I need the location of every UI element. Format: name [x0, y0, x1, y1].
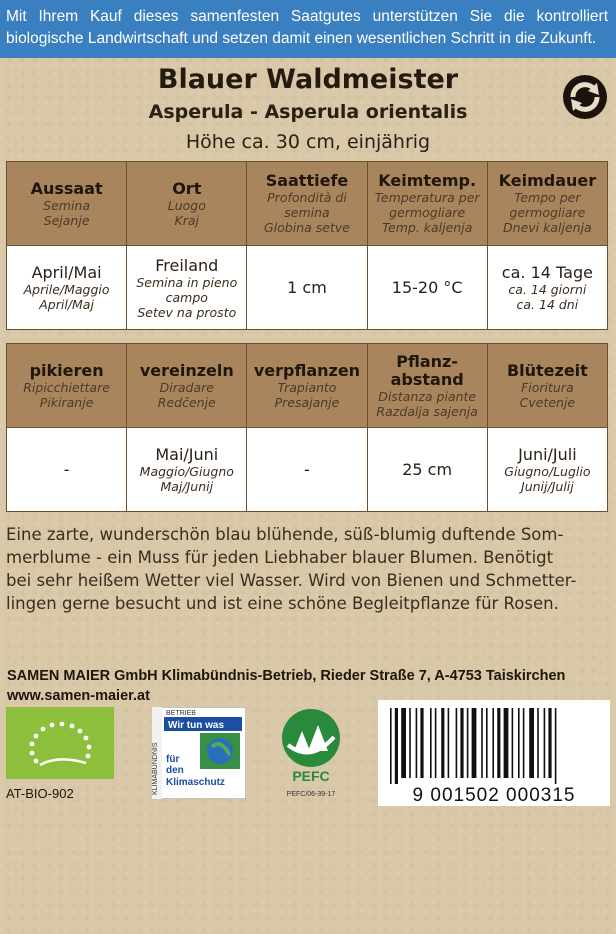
- barcode-bar: [420, 708, 423, 778]
- barcode-bar: [497, 708, 500, 778]
- green-dot-recycle-icon: [561, 73, 609, 121]
- barcode-bar: [409, 708, 411, 778]
- eu-organic-code: AT-BIO-902: [6, 786, 74, 801]
- barcode-bar: [456, 708, 458, 778]
- barcode-digits: 9 001502 000315: [412, 785, 576, 806]
- pefc-logo-icon: [278, 707, 344, 799]
- barcode-bar: [504, 708, 509, 778]
- description-line: lingen gerne besucht und ist eine schöne Begleitpflanze für Rosen.: [6, 594, 559, 613]
- table-row: [7, 246, 608, 330]
- cell-verpflanzen: -: [247, 428, 367, 512]
- table-header-row: [7, 162, 608, 246]
- cell-aussaat: April/Mai Aprile/Maggio April/Maj: [7, 246, 127, 330]
- barcode-bar: [548, 708, 551, 778]
- header-pikieren: pikieren Ripicchiettare Pikiranje: [7, 344, 127, 428]
- cell-bluetezeit: Juni/Juli Giugno/Luglio Junij/Julij: [487, 428, 607, 512]
- product-subtitle: Asperula - Asperula orientalis: [148, 101, 468, 123]
- info-banner: [0, 0, 616, 58]
- table-row: [7, 428, 608, 512]
- cell-keimdauer: ca. 14 Tage ca. 14 giorni ca. 14 dni: [487, 246, 607, 330]
- klimabuendnis-logo-icon: [152, 707, 246, 799]
- cell-pflanzabstand: 25 cm: [367, 428, 487, 512]
- barcode-bar: [523, 708, 525, 778]
- eu-organic-leaf-icon: [6, 707, 114, 779]
- header-verpflanzen: verpflanzen Trapianto Presajanje: [247, 344, 367, 428]
- description-line: merblume - ein Muss für jeden Liebhaber blauer Blumen. Benötigt: [6, 548, 554, 567]
- cell-saattiefe: 1 cm: [247, 246, 367, 330]
- sowing-table: [6, 161, 608, 330]
- pefc-label: PEFC: [292, 768, 330, 784]
- barcode-bar: [544, 708, 546, 778]
- barcode-bar: [492, 708, 494, 778]
- barcode-bar: [416, 708, 418, 778]
- barcode-bar: [441, 708, 444, 778]
- company-website[interactable]: www.samen-maier.at: [7, 688, 150, 704]
- barcode-bar: [555, 708, 557, 784]
- barcode-bar: [395, 708, 398, 784]
- cell-keimtemp: 15-20 °C: [367, 246, 487, 330]
- barcode-bar: [512, 708, 514, 778]
- barcode-bar: [486, 708, 488, 778]
- description-line: bei sehr heißem Wetter viel Wasser. Wird von Bienen und Schmetter-: [6, 571, 577, 590]
- barcode-bar: [529, 708, 534, 778]
- barcode-bar: [401, 708, 406, 778]
- barcode: [378, 700, 610, 806]
- company-address: SAMEN MAIER GmbH Klimabündnis-Betrieb, Rieder Straße 7, A-4753 Taiskirchen: [7, 668, 566, 684]
- header-saattiefe: Saattiefe Profondità di semina Globina setve: [247, 162, 367, 246]
- barcode-bar: [481, 708, 483, 778]
- barcode-bar: [448, 708, 450, 778]
- header-keimdauer: Keimdauer Tempo per germogliare Dnevi kaljenja: [487, 162, 607, 246]
- klima-line2: für: [166, 754, 180, 765]
- cultivation-table: [6, 343, 608, 512]
- cell-ort: Freiland Semina in pieno campo Setev na prosto: [127, 246, 247, 330]
- product-description: [6, 523, 610, 615]
- header-ort: Ort Luogo Kraj: [127, 162, 247, 246]
- klima-side-text: KLIMABÜNDNIS: [152, 742, 159, 795]
- klima-line1: Wir tun was: [168, 720, 225, 731]
- barcode-bar: [390, 708, 392, 784]
- product-title: Blauer Waldmeister: [157, 64, 459, 95]
- header-pflanzabstand: Pflanz-abstand Distanza piante Razdalja sajenja: [367, 344, 487, 428]
- barcode-bar: [472, 708, 477, 778]
- header-aussaat: Aussaat Semina Sejanje: [7, 162, 127, 246]
- table-header-row: [7, 344, 608, 428]
- barcode-bar: [537, 708, 539, 778]
- klima-line4: Klimaschutz: [166, 777, 225, 788]
- barcode-bar: [430, 708, 432, 778]
- product-height: Höhe ca. 30 cm, einjährig: [185, 131, 431, 153]
- pefc-code: PEFC/06-39-17: [286, 791, 336, 798]
- barcode-bar: [460, 708, 463, 778]
- cell-vereinzeln: Mai/Juni Maggio/Giugno Maj/Junij: [127, 428, 247, 512]
- barcode-bar: [467, 708, 469, 778]
- header-keimtemp: Keimtemp. Temperatura per germogliare Temp. kaljenja: [367, 162, 487, 246]
- header-bluetezeit: Blütezeit Fioritura Cvetenje: [487, 344, 607, 428]
- header-vereinzeln: vereinzeln Diradare Redčenje: [127, 344, 247, 428]
- barcode-bar: [518, 708, 520, 778]
- barcode-bar: [435, 708, 437, 778]
- klima-top-text: BETRIEB: [166, 710, 196, 717]
- banner-line-2: biologische Landwirtschaft und setzen damit einen wesentlichen Schritt in die Zukunft.: [6, 30, 597, 47]
- klima-line3: den: [166, 765, 184, 776]
- banner-line-1: Mit Ihrem Kauf dieses samenfesten Saatgutes unterstützen Sie die kontrolliert: [6, 8, 608, 25]
- cell-pikieren: -: [7, 428, 127, 512]
- description-line: Eine zarte, wunderschön blau blühende, süß-blumig duftende Som-: [6, 525, 564, 544]
